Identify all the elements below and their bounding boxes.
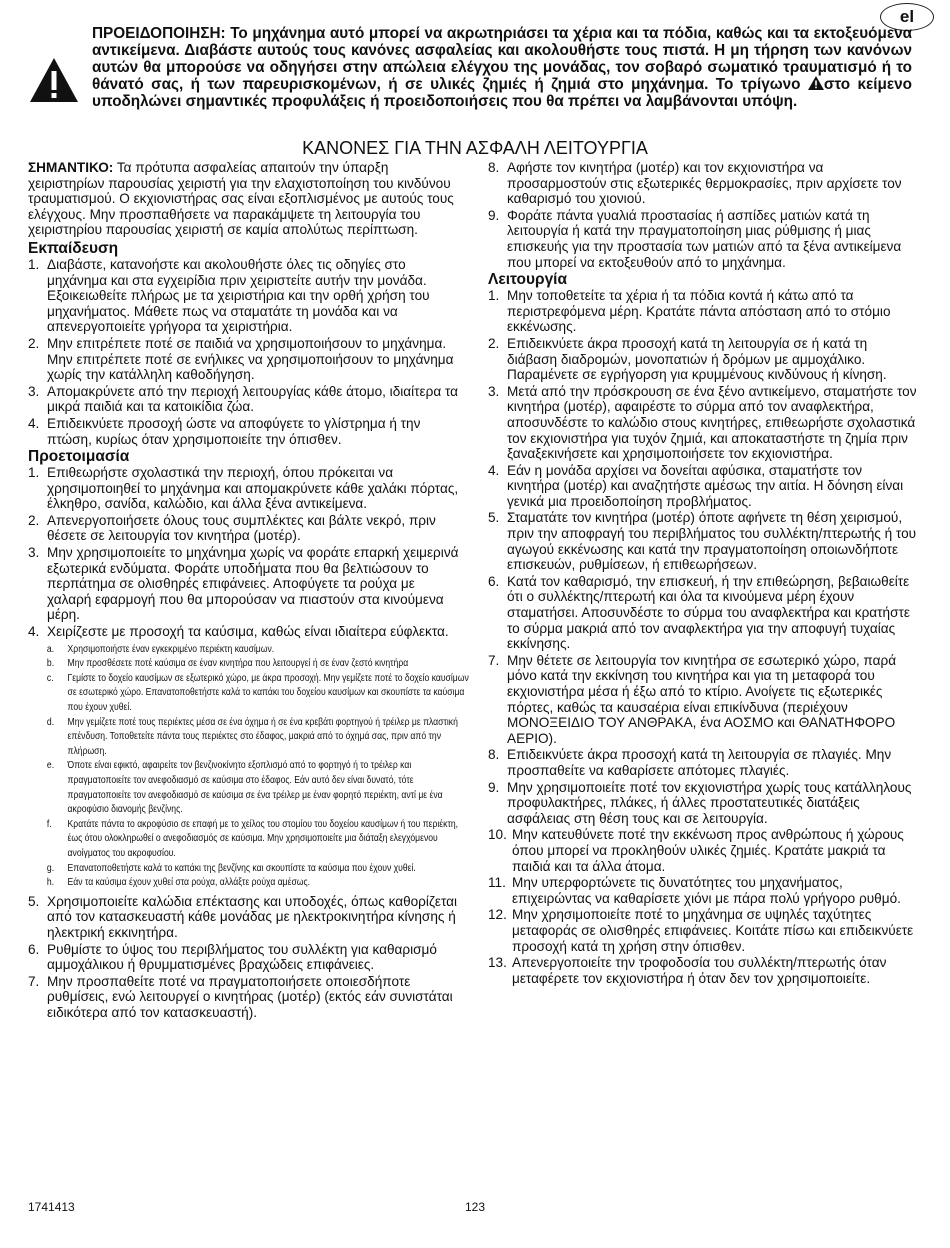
item-text: Διαβάστε, κατανοήστε και ακολουθήστε όλες τις οδηγίες στο μηχάνημα και στα εγχειρίδια πριν χειριστείτε αυτήν την μονάδα. Εξοικειωθείτε πλήρως με τα χειριστήρια και την ορθή χρήση του μηχανήματος. Μάθετε πως να σταματάτε τη μονάδα και να απενεργοποιείτε γρήγορα τα χειριστήρια.	[47, 256, 430, 335]
list-item	[28, 336, 460, 383]
fuel-subitem	[28, 672, 472, 716]
item-text: Μην χρησιμοποιείτε ποτέ τον εκχιονιστήρα χωρίς τους κατάλληλους προφυλακτήρες, πλάκες, ή άλλες προστατευτικές διατάξεις ασφάλειας στη θέση τους και σε λειτουργία.	[507, 779, 912, 826]
training-heading: Εκπαίδευση	[28, 239, 119, 257]
fuel-subitem-list	[28, 643, 469, 891]
item-number: 7.	[28, 973, 40, 989]
subitem-text: Χρησιμοποιήστε έναν εγκεκριμένο περιέκτη καυσίμων.	[67, 643, 275, 655]
list-item	[488, 463, 918, 510]
list-item	[28, 974, 460, 1021]
item-text: Απενεργοποιείτε την τροφοδοσία του συλλέκτη/πτερωτής όταν μεταφέρετε τον εκχιονιστήρα ή όταν δεν τον χρησιμοποιείτε.	[512, 955, 887, 986]
list-item	[488, 827, 918, 874]
intro-paragraph	[28, 160, 460, 238]
item-text: Απομακρύνετε από την περιοχή λειτουργίας κάθε άτομο, ιδιαίτερα τα μικρά παιδιά και τα κατοικίδια ζώα.	[47, 383, 459, 415]
subitem-text: Γεμίστε το δοχείο καυσίμων σε εξωτερικό χώρο, με άκρα προσοχή. Μην γεμίζετε ποτέ το δοχείο καυσίμων σε εσωτερικό χώρο. Επανατοποθετήστε καλά το καπάκι του δοχείου καυσίμων και σκουπίστε τα καύσιμα που έχουν χυθεί.	[67, 672, 469, 713]
page-number: 123	[464, 1200, 486, 1214]
list-item	[488, 653, 918, 747]
list-item	[488, 747, 918, 778]
subitem-letter: d.	[46, 716, 55, 728]
item-number: 1.	[28, 465, 40, 481]
preparation-list-right	[488, 160, 918, 270]
item-number: 6.	[28, 941, 40, 957]
item-text: Απενεργοποιήσετε όλους τους συμπλέκτες και βάλτε νεκρό, πριν θέσετε σε λειτουργία τον κινητήρα (μοτέρ).	[47, 512, 436, 544]
item-number: 4.	[28, 415, 40, 431]
fuel-subitem	[28, 643, 472, 658]
operation-heading: Λειτουργία	[488, 271, 568, 289]
fuel-subitem	[28, 862, 472, 877]
list-item	[28, 416, 460, 447]
left-column	[28, 160, 469, 1021]
subitem-text: Μην γεμίζετε ποτέ τους περιέκτες μέσα σε ένα όχημα ή σε ένα κρεβάτι φορτηγού ή τρέιλερ με πλαστική επένδυση. Τοποθετείτε πάντα τους περιέκτες στο έδαφος, μακριά από το όχημά σας, πριν από την πλήρωση.	[67, 716, 458, 757]
warning-text-part1: ΠΡΟΕΙΔΟΠΟΙΗΣΗ: Το μηχάνημα αυτό μπορεί να ακρωτηριάσει τα χέρια και τα πόδια, καθώς και τα εκτοξευόμενα αντικείμενα. Διαβάστε αυτούς τους κανόνες ασφαλείας και ακολουθήστε τους πιστά. Η μη τήρηση των κανόνων αυτών θα μπορούσε να οδηγήσει στην απώλεια ελέγχου της μονάδας, τον σοβαρό σωματικό τραυματισμό ή το θάνατό σας, ή των παρευρισκομένων, ή σε υλικές ζημιές ή ζημιά στο μηχάνημα. Το τρίγωνο	[92, 25, 912, 94]
item-text: Επιδεικνύετε άκρα προσοχή κατά τη λειτουργία σε ή κατά τη διάβαση διαδρομών, μονοπατιών ή δρόμων με αμμοχάλικο. Παραμένετε σε εγρήγορση για κρυμμένους κινδύνους ή κίνηση.	[507, 335, 887, 383]
list-item	[28, 894, 460, 941]
item-text: Επιθεωρήστε σχολαστικά την περιοχή, όπου πρόκειται να χρησιμοποιηθεί το μηχάνημα και απομακρύνετε κάθε χαλάκι πόρτας, έλκηθρο, σανίδα, καλώδιο, και άλλα ξένα αντικείμενα.	[47, 465, 459, 512]
item-text: Μην υπερφορτώνετε τις δυνατότητες του μηχανήματος, επιχειρώντας να καθαρίσετε χιόνι με πάρα πολύ γρήγορο ρυθμό.	[512, 875, 901, 906]
item-number: 13.	[488, 955, 507, 971]
item-number: 3.	[488, 383, 500, 399]
item-number: 12.	[488, 907, 507, 923]
subitem-letter: c.	[46, 672, 54, 684]
item-number: 2.	[28, 335, 40, 351]
item-number: 2.	[488, 335, 500, 351]
fuel-subitem	[28, 716, 472, 760]
item-text: Χρησιμοποιείτε καλώδια επέκτασης και υποδοχές, όπως καθορίζεται από τον κατασκευαστή κάθε μονάδας με ηλεκτροκινητήρα κίνησης ή ηλεκτρική εκκινητήρα.	[47, 893, 458, 940]
item-text: Ρυθμίστε το ύψος του περιβλήματος του συλλέκτη για καθαρισμό αμμοχάλικου ή θρυμματισμένες βραχώδεις επιφάνειες.	[47, 941, 437, 973]
subitem-letter: g.	[46, 862, 55, 874]
preparation-heading: Προετοιμασία	[28, 448, 130, 466]
item-number: 2.	[28, 512, 40, 528]
subitem-text: Μην προσθέσετε ποτέ καύσιμα σε έναν κινητήρα που λειτουργεί ή σε έναν ζεστό κινητήρα	[67, 658, 409, 670]
item-text: Μην επιτρέπετε ποτέ σε παιδιά να χρησιμοποιήσουν το μηχάνημα. Μην επιτρέπετε ποτέ σε ενήλικες να χρησιμοποιήσουν το μηχάνημα χωρίς την κατάλληλη καθοδήγηση.	[47, 335, 454, 383]
fuel-subitem	[28, 818, 472, 862]
intro-lead: ΣΗΜΑΝΤΙΚΟ:	[28, 160, 114, 175]
subitem-letter: a.	[46, 643, 55, 655]
item-text: Μην θέτετε σε λειτουργία τον κινητήρα σε εσωτερικό χώρο, παρά μόνο κατά την εκκίνηση του κινητήρα και για τη μεταφορά του εκχιονιστήρα μέσα ή έξω από το κτίριο. Ανοίγετε τις εξωτερικές πόρτες, καθώς τα καυσαέρια είναι επικίνδυνα (περιέχουν ΜΟΝΟΞΕΙΔΙΟ ΤΟΥ ΑΝΘΡΑΚΑ, ένα ΑΟΣΜΟ και ΘΑΝΑΤΗΦΟΡΟ ΑΕΡΙΟ).	[507, 652, 897, 746]
item-number: 7.	[488, 652, 500, 668]
fuel-subitem	[28, 759, 472, 817]
subitem-text: Κρατάτε πάντα το ακροφύσιο σε επαφή με το χείλος του στομίου του δοχείου καυσίμων ή του περιέκτη, έως ότου ολοκληρωθεί ο ανεφοδιασμός σε καύσιμα. Μην χρησιμοποιείτε μια διάταξη ελεγχόμενου ανοίγματος του ακροφυσίου.	[67, 818, 459, 859]
page-title: ΚΑΝΟΝΕΣ ΓΙΑ ΤΗΝ ΑΣΦΑΛΗ ΛΕΙΤΟΥΡΓΙΑ	[302, 138, 648, 158]
fuel-subitem	[28, 657, 472, 672]
list-item	[488, 336, 918, 383]
safety-warning	[92, 26, 912, 111]
item-text: Μετά από την πρόσκρουση σε ένα ξένο αντικείμενο, σταματήστε τον κινητήρα (μοτέρ), αφαιρέστε το σύρμα από τον αναφλεκτήρα, αποσυνδέστε το καλώδιο στους κινητήρες, επιθεωρήστε σχολαστικά τον εκχιονιστήρα για τυχόν ζημιά, και αποκαταστήστε τη ζημία πριν ξαναξεκινήσετε και χρησιμοποιήσετε τον εκχιονιστήρα.	[507, 383, 917, 462]
inline-warning-triangle-icon	[808, 76, 824, 90]
item-text: Σταματάτε τον κινητήρα (μοτέρ) όποτε αφήνετε τη θέση χειρισμού, πριν την αποφραγή του περιβλήματος του συλλέκτη/πτερωτής ή του αγωγού εκκένωσης και κατά την πραγματοποίηση οποιωνδήποτε επισκευών, ρυθμίσεων, ή επιθεωρήσεων.	[507, 510, 917, 573]
item-text: Μην χρησιμοποιείτε ποτέ το μηχάνημα σε υψηλές ταχύτητες μεταφοράς σε ολισθηρές επιφάνειες. Κοιτάτε πίσω και επιδεικνύετε προσοχή κατά τη χρήση στην όπισθεν.	[512, 907, 914, 954]
subitem-text: Όποτε είναι εφικτό, αφαιρείτε τον βενζινοκίνητο εξοπλισμό από το φορτηγό ή το τρέιλερ και πραγματοποιείτε τον ανεφοδιασμό σε καύσιμα στο έδαφος. Εάν αυτό δεν είναι δυνατό, τότε πραγματοποιείτε τον ανεφοδιασμό σε καύσιμα σε ένα τρέιλερ με έναν φορητό περιέκτη, αντί με ένα ακροφύσιο διανομής βενζίνης.	[67, 760, 443, 816]
list-item	[488, 208, 918, 270]
item-text: Αφήστε τον κινητήρα (μοτέρ) και τον εκχιονιστήρα να προσαρμοστούν στις εξωτερικές θερμοκρασίες, πριν αρχίσετε τον καθαρισμό του χιονιού.	[507, 160, 902, 207]
item-text: Μην κατευθύνετε ποτέ την εκκένωση προς ανθρώπους ή χώρους όπου μπορεί να προκληθούν υλικές ζημιές. Κρατάτε μακριά τα παιδιά και τα άλλα άτομα.	[512, 827, 904, 874]
item-number: 9.	[488, 207, 500, 223]
item-text: Μην χρησιμοποιείτε το μηχάνημα χωρίς να φοράτε επαρκή χειμερινά εξωτερικά ενδύματα. Φοράτε υποδήματα που θα βελτιώσουν το περπάτημα σε ολισθηρές επιφάνειες. Αποφύγετε τα ρούχα με χαλαρή εφαρμογή που θα μπορούσαν να πιαστούν στα κινούμενα μέρη.	[47, 545, 459, 623]
item-number: 11.	[488, 875, 506, 891]
list-item	[28, 513, 460, 544]
item-text: Κατά τον καθαρισμό, την επισκευή, ή την επιθεώρηση, βεβαιωθείτε ότι ο συλλέκτης/πτερωτή και όλα τα κινούμενα μέρη έχουν σταματήσει. Αποσυνδέστε το σύρμα του αναφλεκτήρα και κρατήστε το σύρμα μακριά από τον αναφλεκτήρα για την αποφυγή τυχαίας εκκίνησης.	[507, 573, 910, 652]
list-item	[488, 574, 918, 652]
subitem-letter: b.	[46, 658, 55, 670]
item-number: 5.	[488, 510, 500, 526]
intro-text: Τα πρότυπα ασφαλείας απαιτούν την ύπαρξη χειριστηρίων παρουσίας χειριστή για την ελαχιστοποίηση του κινδύνου τραυματισμού. Ο εκχιονιστήρας σας είναι εξοπλισμένος με αυτούς τους ελέγχους. Μην προσπαθήσετε να παρακάμψετε τη λειτουργία του χειριστηρίου παρουσίας χειριστή σε καμία απολύτως περίπτωση.	[28, 160, 454, 238]
subitem-text: Επανατοποθετήστε καλά το καπάκι της βενζίνης και σκουπίστε τα καύσιμα που έχουν χυθεί.	[67, 862, 416, 874]
item-number: 10.	[488, 827, 507, 843]
item-text: Μην προσπαθείτε ποτέ να πραγματοποιήσετε οποιεσδήποτε ρυθμίσεις, ενώ λειτουργεί ο κινητήρας (μοτέρ) (εκτός εάν συνιστάται ειδικότερα από τον κατασκευαστή).	[47, 973, 453, 1020]
item-number: 4.	[28, 624, 40, 640]
list-item	[28, 545, 460, 623]
list-item	[488, 875, 918, 906]
item-number: 1.	[28, 256, 40, 272]
fuel-subitem	[28, 876, 472, 891]
item-text: Επιδεικνύετε προσοχή ώστε να αποφύγετε το γλίστρημα ή την πτώση, κυρίως όταν χρησιμοποιείτε την όπισθεν.	[47, 415, 421, 447]
list-item	[488, 160, 918, 207]
list-item	[488, 907, 918, 954]
subitem-letter: f.	[46, 818, 52, 830]
subitem-text: Εάν τα καύσιμα έχουν χυθεί στα ρούχα, αλλάξτε ρούχα αμέσως.	[67, 877, 311, 889]
training-list	[28, 257, 460, 447]
subitem-letter: h.	[46, 877, 55, 889]
list-item	[488, 780, 918, 827]
item-number: 4.	[488, 462, 500, 478]
item-number: 6.	[488, 573, 500, 589]
item-number: 5.	[28, 893, 40, 909]
list-item	[28, 942, 460, 973]
operation-list	[488, 288, 918, 986]
subitem-letter: e.	[46, 760, 55, 772]
item-text: Επιδεικνύετε άκρα προσοχή κατά τη λειτουργία σε πλαγιές. Μην προσπαθείτε να καθαρίσετε απότομες πλαγιές.	[507, 747, 892, 778]
item-number: 1.	[488, 288, 500, 304]
list-item	[28, 384, 460, 415]
item-text: Εάν η μονάδα αρχίσει να δονείται αφύσικα, σταματήστε τον κινητήρα (μοτέρ) και αναζητήστε αμέσως την αιτία. Η δόνηση είναι γενικά μια προειδοποίηση προβλήματος.	[507, 462, 904, 509]
list-item	[488, 955, 918, 986]
document-number: 1741413	[28, 1200, 75, 1214]
item-number: 3.	[28, 383, 40, 399]
preparation-list	[28, 465, 460, 640]
preparation-list-continued	[28, 894, 460, 1021]
warning-triangle-icon	[28, 56, 80, 104]
item-number: 8.	[488, 747, 500, 763]
item-text: Μην τοποθετείτε τα χέρια ή τα πόδια κοντά ή κάτω από τα περιστρεφόμενα μέρη. Κρατάτε πάντα απόσταση από το στόμιο εκκένωσης.	[507, 288, 891, 335]
list-item	[28, 465, 460, 512]
list-item	[28, 624, 460, 640]
item-number: 3.	[28, 545, 40, 561]
warning-text-part2: στο κείμενο υποδηλώνει σημαντικές προφυλάξεις ή προειδοποιήσεις που θα πρέπει να λαμβάνονται υπόψη.	[92, 76, 912, 111]
language-badge: el	[880, 3, 934, 31]
list-item	[488, 510, 918, 572]
list-item	[488, 384, 918, 462]
item-text: Χειρίζεστε με προσοχή τα καύσιμα, καθώς είναι ιδιαίτερα εύφλεκτα.	[47, 624, 449, 640]
item-text: Φοράτε πάντα γυαλιά προστασίας ή ασπίδες ματιών κατά τη λειτουργία ή κατά την πραγματοποίηση μιας ρύθμισης ή μιας επισκευής για την προστασία των ματιών από τα ξένα αντικείμενα που μπορεί να εκτοξευθούν από το μηχάνημα.	[507, 207, 902, 270]
list-item	[28, 257, 460, 335]
list-item	[488, 288, 918, 335]
item-number: 8.	[488, 160, 500, 175]
right-column	[488, 160, 918, 987]
item-number: 9.	[488, 779, 500, 795]
